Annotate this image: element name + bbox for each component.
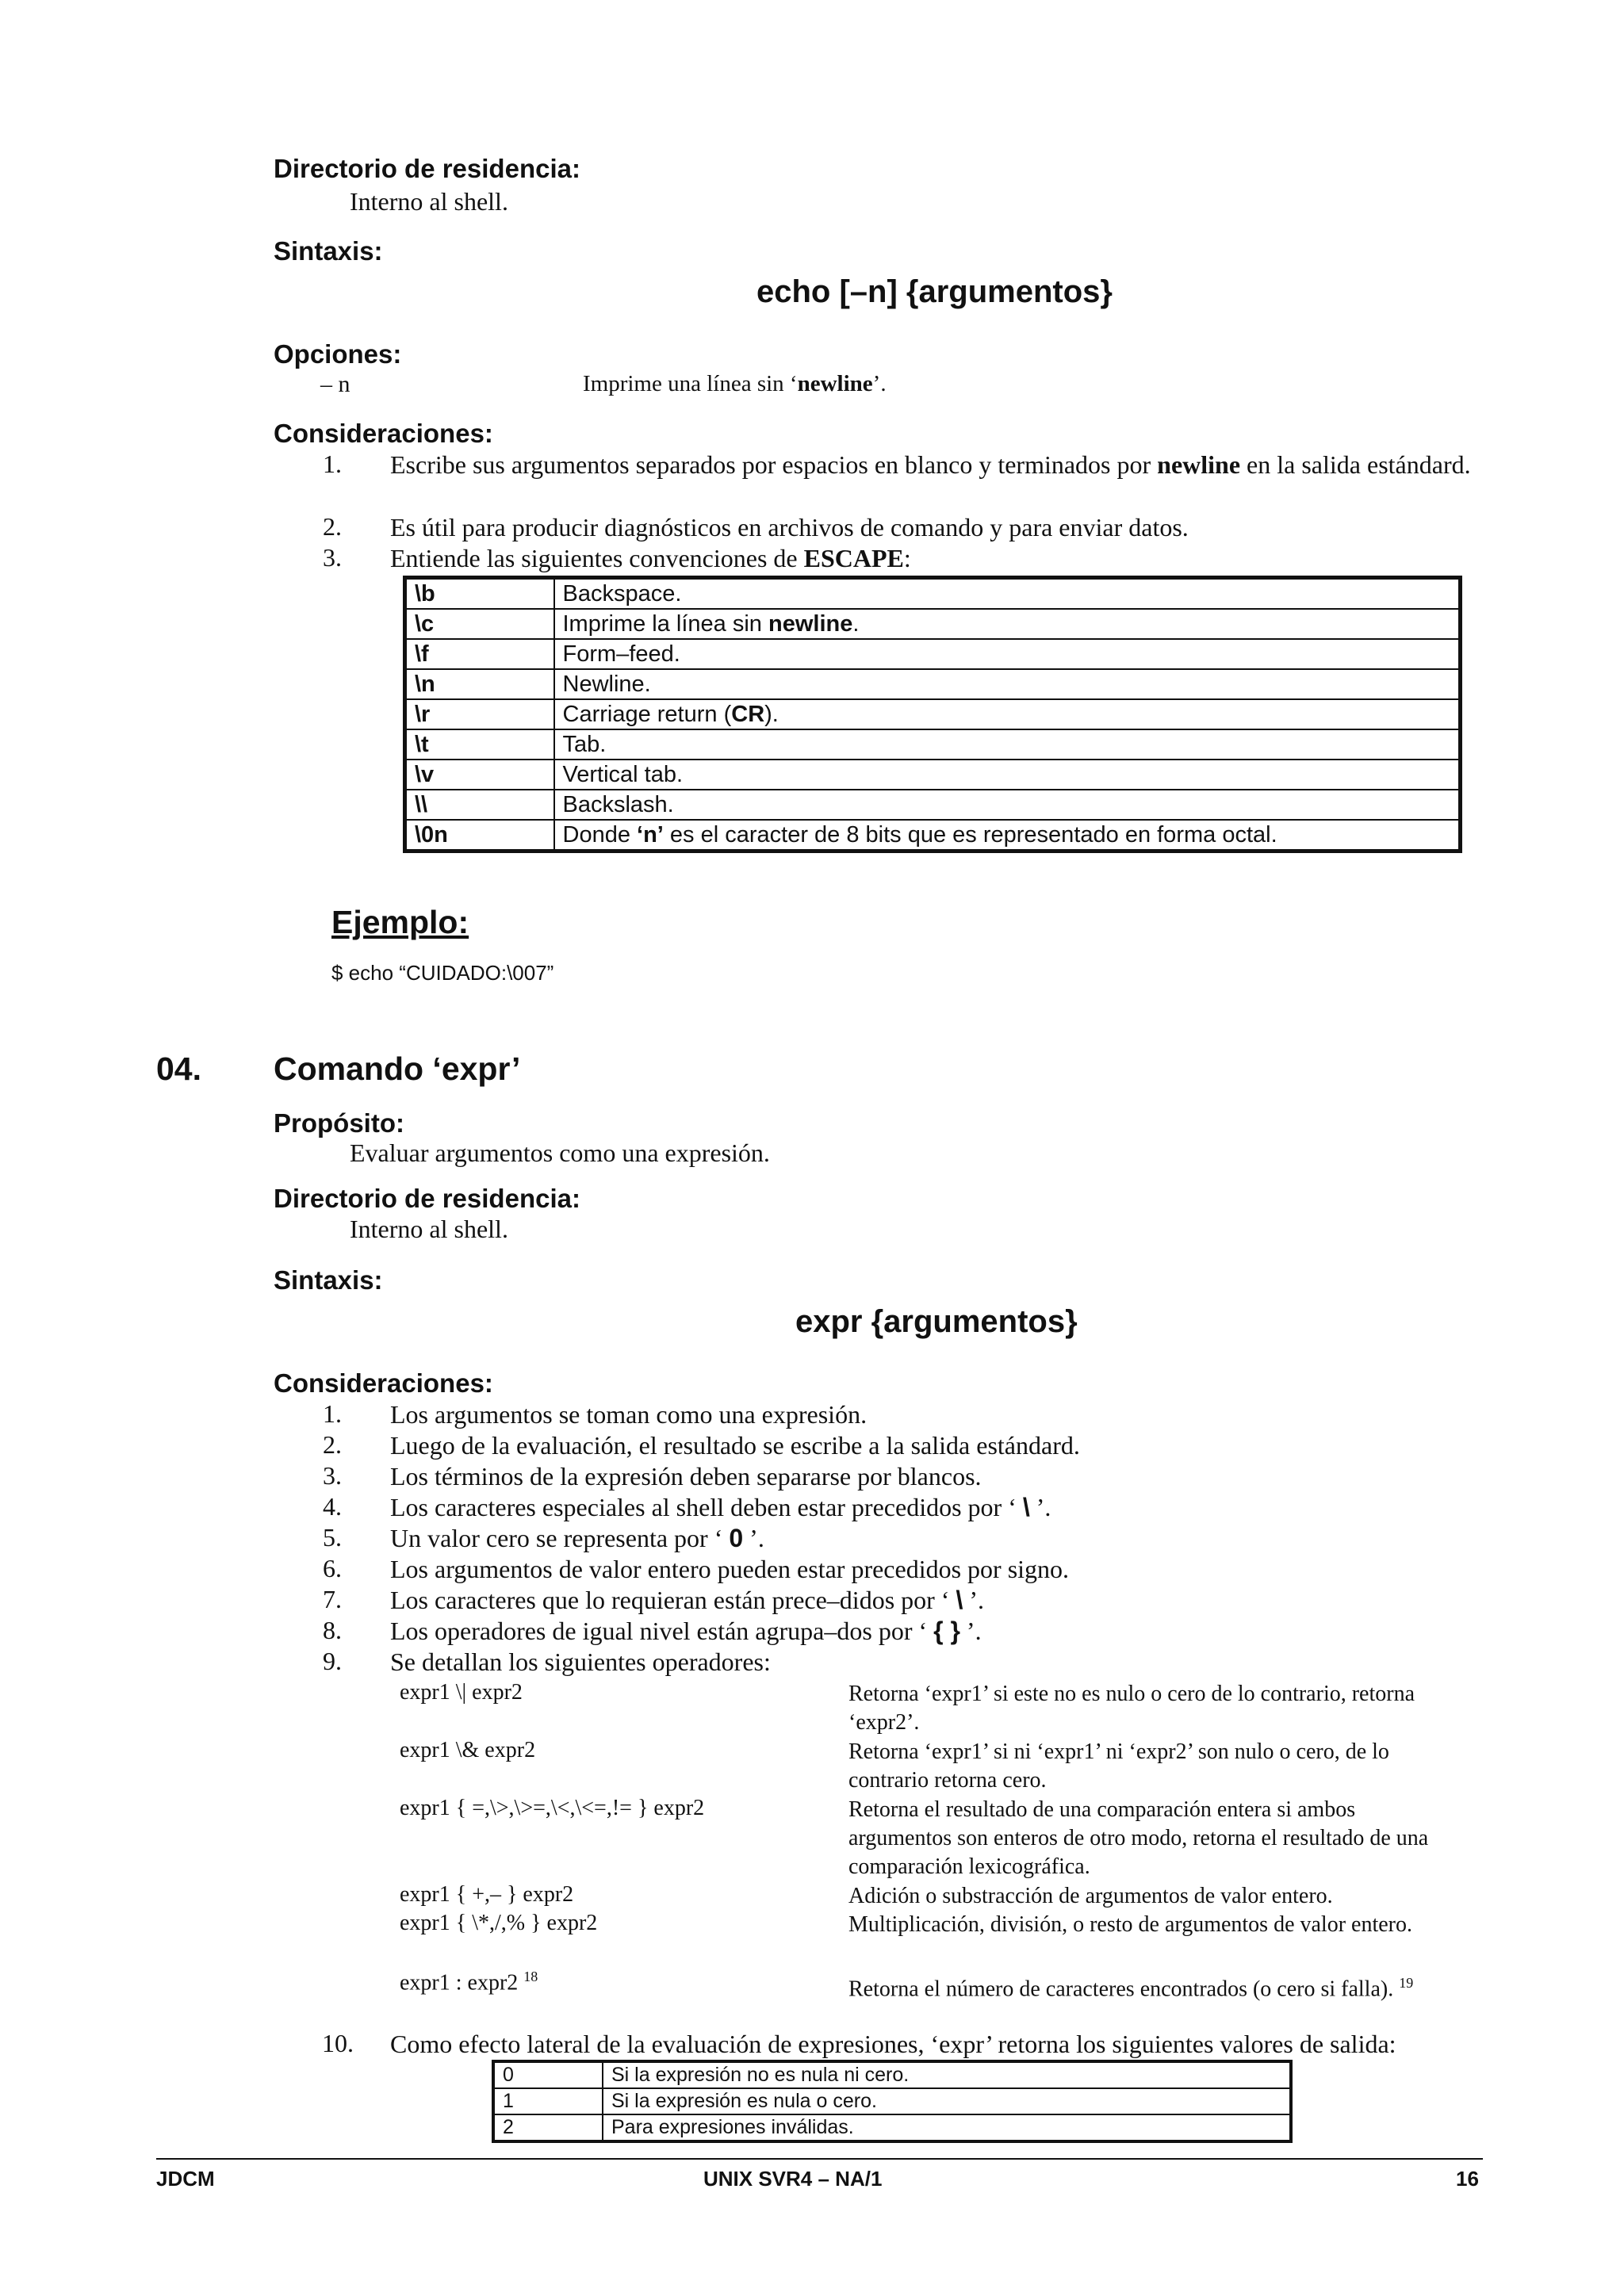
list-item (390, 1585, 1484, 1615)
list-number: 1. (323, 1399, 342, 1428)
option-description (583, 371, 887, 397)
list-item (390, 512, 1484, 542)
list-item (390, 1523, 1484, 1553)
list-number: 2. (323, 512, 342, 541)
syntax-label: Sintaxis: (274, 236, 383, 266)
list-item (390, 1461, 1484, 1491)
table-row (405, 669, 1461, 699)
residence-value: Interno al shell. (350, 187, 508, 216)
section-number: 04. (156, 1050, 201, 1087)
options-label: Opciones: (274, 339, 402, 369)
list-item-text: Como efecto lateral de la evaluación de expresiones, ‘expr’ retorna los siguientes valores de salida: (390, 2030, 1396, 2058)
purpose-label: Propósito: (274, 1108, 404, 1138)
footer-rule (156, 2158, 1483, 2160)
exit-code: 0 (493, 2061, 603, 2088)
escape-description: Vertical tab. (554, 760, 1461, 790)
operator-desc: Retorna ‘expr1’ si ni ‘expr1’ ni ‘expr2’ son nulo o cero, de lo contrario retorna cero. (848, 1739, 1389, 1793)
list-item (390, 1554, 1484, 1584)
operator-expr-text: expr1 : expr2 (400, 1970, 519, 1996)
purpose-value: Evaluar argumentos como una expresión. (350, 1138, 770, 1167)
list-number: 6. (323, 1554, 342, 1582)
example-code: $ echo “CUIDADO:\007” (331, 961, 554, 985)
operator-expr: expr1 \& expr2 (400, 1738, 536, 1762)
list-number: 3. (323, 1461, 342, 1490)
escape-description: Newline. (554, 669, 1461, 699)
section-title: Comando ‘expr’ (274, 1050, 521, 1087)
list-item (390, 1399, 1484, 1429)
escape-description: Tab. (554, 729, 1461, 760)
escape-code: \b (405, 578, 554, 610)
list-number: 10. (322, 2029, 354, 2057)
list-item-text: Los argumentos se toman como una expresión. (390, 1400, 868, 1429)
operator-expr-match (400, 1969, 538, 1996)
operator-desc-match (848, 1969, 1451, 2003)
page-number: 16 (1456, 2167, 1479, 2191)
escape-code: \0n (405, 820, 554, 851)
list-number: 1. (323, 450, 342, 478)
table-row (405, 760, 1461, 790)
escape-description: Imprime la línea sin newline. (554, 609, 1461, 639)
considerations-label-2: Consideraciones: (274, 1368, 493, 1398)
list-number: 7. (323, 1585, 342, 1613)
considerations-label: Consideraciones: (274, 419, 493, 448)
escape-code: \r (405, 699, 554, 729)
option-description-text: Imprime una línea sin ‘newline’. (583, 371, 887, 396)
list-item-text: Los caracteres especiales al shell deben estar precedidos por ‘ \ ’. (390, 1493, 1051, 1521)
list-item (390, 1430, 1484, 1460)
operator-expr: expr1 \| expr2 (400, 1680, 523, 1705)
footnote-ref: 18 (523, 1969, 538, 1984)
operator-desc-text: Retorna el número de caracteres encontrados (o cero si falla). (848, 1976, 1394, 2002)
table-row (405, 729, 1461, 760)
escape-description: Backslash. (554, 790, 1461, 820)
operator-desc: Adición o substracción de argumentos de valor entero. (848, 1884, 1333, 1908)
escape-table (403, 576, 1462, 853)
footer-author: JDCM (156, 2167, 215, 2191)
list-item-text: Se detallan los siguientes operadores: (390, 1647, 771, 1676)
escape-description: Backspace. (554, 578, 1461, 610)
list-item (390, 1492, 1484, 1522)
escape-description: Form–feed. (554, 639, 1461, 669)
operator-expr: expr1 { \*,/,% } expr2 (400, 1911, 598, 1935)
list-item-text: Los operadores de igual nivel están agrupa–dos por ‘ { } ’. (390, 1617, 982, 1645)
list-number: 3. (323, 543, 342, 572)
list-number: 9. (323, 1647, 342, 1675)
exit-description: Si la expresión es nula o cero. (603, 2088, 1291, 2114)
escape-code: \c (405, 609, 554, 639)
operator-desc: Retorna el resultado de una comparación entera si ambos argumentos son enteros de otro modo, retorna el resultado de una comparación lexicográfica. (848, 1797, 1429, 1879)
exit-code: 2 (493, 2114, 603, 2141)
syntax-echo: echo [–n] {argumentos} (756, 274, 1113, 309)
exit-description: Para expresiones inválidas. (603, 2114, 1291, 2141)
table-row (405, 639, 1461, 669)
list-item (390, 1647, 1484, 1677)
list-item-text: Luego de la evaluación, el resultado se escribe a la salida estándard. (390, 1431, 1080, 1460)
escape-code: \v (405, 760, 554, 790)
footnote-ref: 19 (1399, 1975, 1414, 1991)
syntax-expr: expr {argumentos} (795, 1304, 1078, 1339)
exit-code: 1 (493, 2088, 603, 2114)
table-row (493, 2114, 1291, 2141)
syntax-label-2: Sintaxis: (274, 1265, 383, 1295)
list-item-text: Escribe sus argumentos separados por espacios en blanco y terminados por newline en la salida estándard. (390, 450, 1471, 479)
list-item (390, 450, 1484, 480)
table-row (405, 820, 1461, 851)
residence-label: Directorio de residencia: (274, 154, 580, 183)
operator-expr: expr1 { =,\>,\>=,\<,\<=,!= } expr2 (400, 1796, 705, 1820)
example-label: Ejemplo: (331, 904, 469, 940)
table-row (405, 609, 1461, 639)
residence-label-2: Directorio de residencia: (274, 1184, 580, 1213)
exit-values-table (492, 2060, 1293, 2143)
list-item (390, 543, 1484, 573)
table-row (493, 2061, 1291, 2088)
list-number: 2. (323, 1430, 342, 1459)
escape-code: \f (405, 639, 554, 669)
list-item (390, 1616, 1484, 1646)
table-row (493, 2088, 1291, 2114)
escape-description: Donde ‘n’ es el caracter de 8 bits que es representado en forma octal. (554, 820, 1461, 851)
residence-value-2: Interno al shell. (350, 1215, 508, 1243)
list-number: 4. (323, 1492, 342, 1521)
list-item-text: Un valor cero se representa por ‘ 0 ’. (390, 1524, 764, 1552)
table-row (405, 699, 1461, 729)
table-row (405, 578, 1461, 610)
table-row (405, 790, 1461, 820)
list-item (390, 2029, 1500, 2059)
list-item-text: Los argumentos de valor entero pueden estar precedidos por signo. (390, 1555, 1070, 1583)
escape-description: Carriage return (CR). (554, 699, 1461, 729)
escape-code: \t (405, 729, 554, 760)
list-number: 5. (323, 1523, 342, 1552)
operator-expr: expr1 { +,– } expr2 (400, 1882, 574, 1907)
operator-desc: Retorna ‘expr1’ si este no es nulo o cero de lo contrario, retorna ‘expr2’. (848, 1682, 1415, 1735)
escape-code: \\ (405, 790, 554, 820)
operator-desc: Multiplicación, división, o resto de argumentos de valor entero. (848, 1912, 1412, 1937)
list-item-text: Los términos de la expresión deben separarse por blancos. (390, 1462, 982, 1490)
list-number: 8. (323, 1616, 342, 1644)
list-item-text: Entiende las siguientes convenciones de ESCAPE: (390, 544, 911, 572)
exit-description: Si la expresión no es nula ni cero. (603, 2061, 1291, 2088)
escape-code: \n (405, 669, 554, 699)
list-item-text: Los caracteres que lo requieran están prece–didos por ‘ \ ’. (390, 1586, 984, 1614)
footer-title: UNIX SVR4 – NA/1 (703, 2167, 883, 2191)
list-item-text: Es útil para producir diagnósticos en archivos de comando y para enviar datos. (390, 513, 1189, 541)
option-flag: – n (320, 371, 350, 397)
